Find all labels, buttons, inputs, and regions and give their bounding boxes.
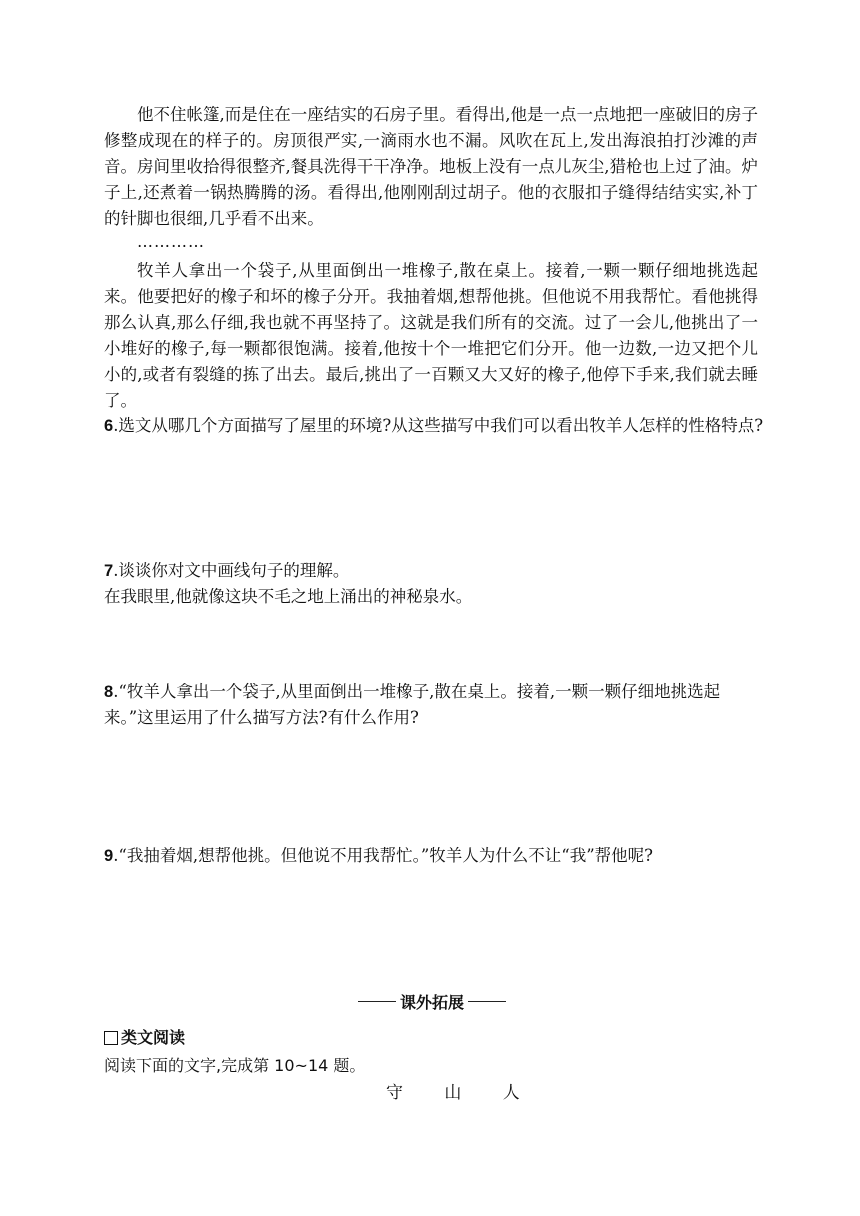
heading-rule-right	[468, 1001, 506, 1002]
question-6	[104, 413, 764, 439]
heading-rule-left	[358, 1001, 396, 1002]
section-heading-text: 课外拓展	[400, 992, 465, 1012]
question-text: .谈谈你对文中画线句子的理解。	[113, 561, 350, 580]
subheading-text: 类文阅读	[121, 1028, 186, 1047]
question-8	[104, 679, 764, 731]
question-number: 8	[104, 683, 114, 701]
question-text: .“牧羊人拿出一个袋子,从里面倒出一堆橡子,散在桌上。接着,一颗一颗仔细地挑选起来。”这里运用了什么描写方法?有什么作用?	[104, 682, 721, 727]
passage-ellipsis: …………	[137, 232, 205, 251]
question-number: 6	[104, 417, 114, 435]
passage-paragraph-2: 牧羊人拿出一个袋子,从里面倒出一堆橡子,散在桌上。接着,一颗一颗仔细地挑选起来。他要把好的橡子和坏的橡子分开。我抽着烟,想帮他挑。但他说不用我帮忙。看他挑得那么认真,那么仔细,我也就不再坚持了。这就是我们所有的交流。过了一会儿,他挑出了一小堆好的橡子,每一颗都很饱满。接着,他按十个一堆把它们分开。他一边数,一边又把个儿小的,或者有裂缝的拣了出去。最后,挑出了一百颗又大又好的橡子,他停下手来,我们就去睡了。	[104, 261, 758, 410]
question-9	[104, 843, 764, 869]
checkbox-square-icon	[104, 1031, 118, 1045]
question-number: 7	[104, 562, 114, 580]
reading-instruction: 阅读下面的文字,完成第 10~14 题。	[104, 1056, 366, 1075]
passage-paragraph-1: 他不住帐篷,而是住在一座结实的石房子里。看得出,他是一点一点地把一座破旧的房子修整成现在的样子的。房顶很严实,一滴雨水也不漏。风吹在瓦上,发出海浪拍打沙滩的声音。房间里收拾得很整齐,餐具洗得干干净净。地板上没有一点儿灰尘,猎枪也上过了油。炉子上,还煮着一锅热腾腾的汤。看得出,他刚刚刮过胡子。他的衣服扣子缝得结结实实,补丁的针脚也很细,几乎看不出来。	[104, 105, 758, 228]
section-heading	[358, 988, 506, 1014]
question-text: .“我抽着烟,想帮他挑。但他说不用我帮忙。”牧羊人为什么不让“我”帮他呢?	[113, 846, 654, 865]
article-title: 守 山 人	[386, 1083, 538, 1103]
subheading	[104, 1027, 185, 1049]
quoted-sentence: 在我眼里,他就像这块不毛之地上涌出的神秘泉水。	[104, 587, 473, 606]
question-text: .选文从哪几个方面描写了屋里的环境?从这些描写中我们可以看出牧羊人怎样的性格特点?	[113, 416, 764, 435]
question-7	[104, 558, 764, 584]
question-number: 9	[104, 847, 114, 865]
